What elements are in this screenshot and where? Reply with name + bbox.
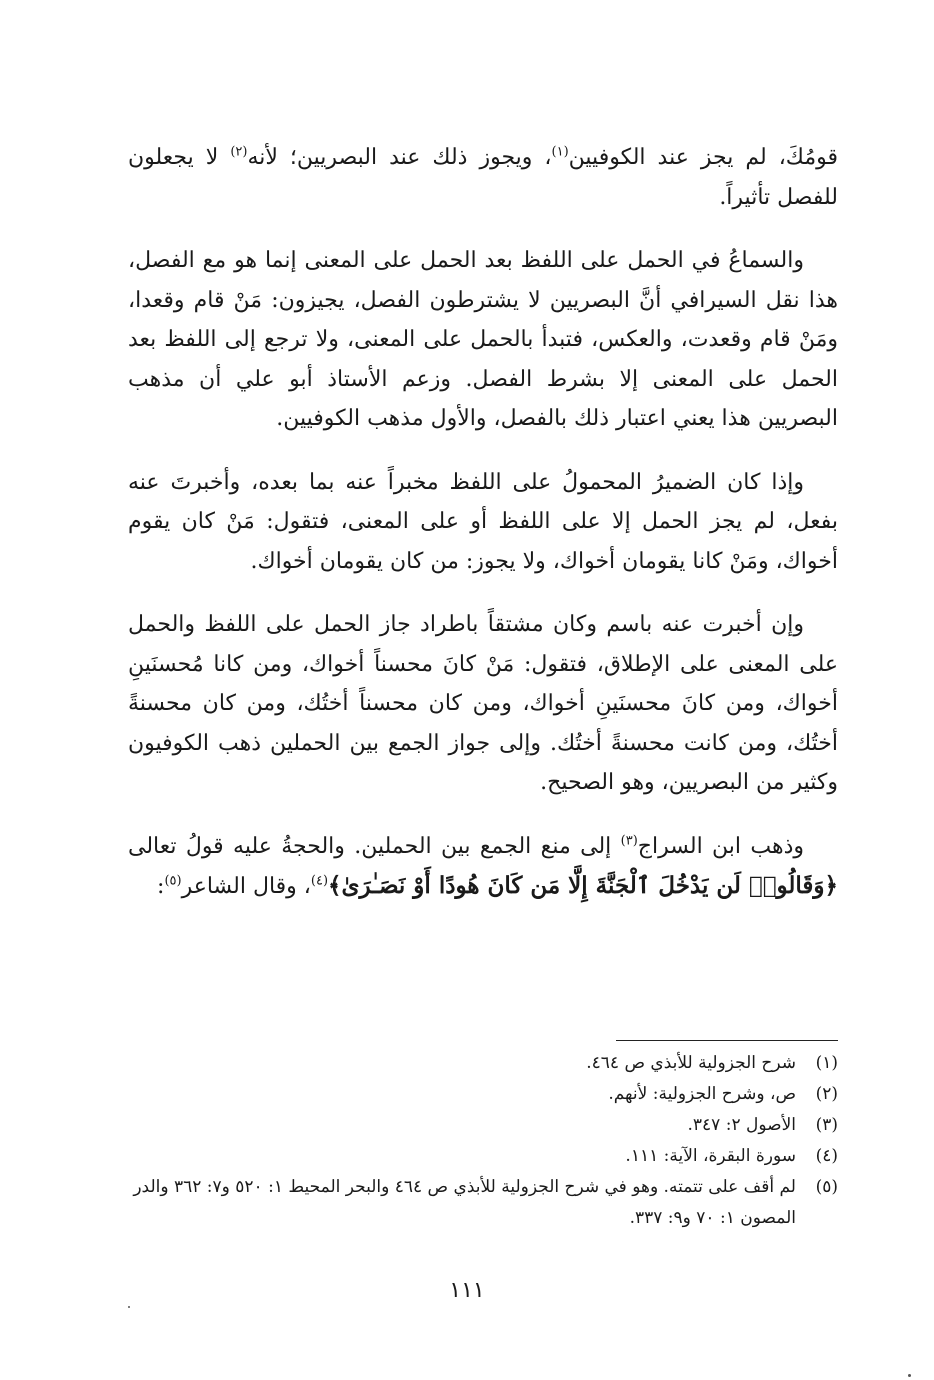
footnote-text: سورة البقرة، الآية: ١١١.	[625, 1146, 796, 1166]
footnote-5	[108, 1172, 838, 1234]
quran-verse: ﴿وَقَالُوا۟ لَن يَدْخُلَ ٱلْجَنَّةَ إِلَّا مَن كَانَ هُودًا أَوْ نَصَـٰرَىٰ﴾	[328, 872, 838, 899]
footnote-ref-4[interactable]: (٤)	[310, 873, 329, 889]
footnote-text: لم أقف على تتمته. وهو في شرح الجزولية للأبذي ص ٤٦٤ والبحر المحيط ١: ٥٢٠ و٧: ٣٦٢ والدر المصون ١: ٧٠ و٩: ٣٣٧.	[133, 1177, 796, 1228]
main-text	[128, 138, 838, 907]
paragraph-4: وإن أخبرت عنه باسم وكان مشتقاً باطراد جاز الحمل على اللفظ والحمل على المعنى على الإطلاق، فتقول: مَنْ كانَ محسناً أخواك، ومن كانا مُحسنَينِ أخواك، ومن كانَ محسنَينِ أخواك، ومن كان محسناً أختُك، ومن كان محسنةً أختُك، ومن كانت محسنةً أختُك. وإلى جواز الجمع بين الحملين ذهب الكوفيون وكثير من البصريين، وهو الصحيح.	[128, 612, 838, 795]
scan-speck-dot	[128, 1306, 130, 1308]
paragraph-5-text-b: إلى منع الجمع بين الحملين. والحجةُ عليه قولُ تعالى	[128, 833, 621, 859]
footnote-number: (٢)	[815, 1084, 838, 1104]
footnote-ref-3[interactable]: (٣)	[620, 833, 638, 849]
paragraph-5	[128, 827, 838, 907]
footnote-4	[108, 1141, 838, 1172]
footnote-separator	[616, 1040, 838, 1041]
footnote-text: ص، وشرح الجزولية: لأنهم.	[608, 1084, 796, 1104]
paragraph-5-text-a: وذهب ابن السراج	[637, 833, 804, 859]
paragraph-5-text-d: :	[157, 874, 165, 899]
paragraph-3: وإذا كان الضميرُ المحمولُ على اللفظ مخبراً عنه بما بعده، وأخبرتَ عنه بفعل، لم يجز الحمل إلا على اللفظ أو على المعنى، فتقول: مَنْ كان يقوم أخواك، ومَنْ كانا يقومان أخواك، ولا يجوز: من كان يقومان أخواك.	[128, 469, 838, 574]
scan-speck-dot	[908, 1374, 911, 1377]
footnote-text: الأصول ٢: ٣٤٧.	[687, 1115, 796, 1135]
paragraph-5-text-c: ، وقال الشاعر	[181, 874, 311, 899]
paragraph-2: والسماعُ في الحمل على اللفظ بعد الحمل على المعنى إنما هو مع الفصل، هذا نقل السيرافي أنَّ البصريين لا يشترطون الفصل، يجيزون: مَنْ قام وقعدا، ومَنْ قام وقعدت، والعكس، فتبدأ بالحمل على المعنى، ولا ترجع إلى اللفظ بعد الحمل على المعنى إلا بشرط الفصل. وزعم الأستاذ أبو علي أن مذهب البصريين هذا يعني اعتبار ذلك بالفصل، والأول مذهب الكوفيين.	[128, 248, 838, 431]
paragraph-1-text-c: لا يجعلون للفصل تأثيراً.	[128, 145, 838, 210]
paragraph-1-text-a: قومُكَ، لم يجز عند الكوفيين	[568, 145, 839, 170]
footnote-1	[108, 1048, 838, 1079]
footnote-number: (١)	[815, 1053, 838, 1073]
footnote-number: (٣)	[815, 1115, 838, 1135]
footnote-number: (٤)	[815, 1146, 838, 1166]
paragraph-1-text-b: ، ويجوز ذلك عند البصريين؛ لأنه	[247, 145, 552, 170]
page-number: ١١١	[449, 1278, 485, 1303]
footnote-3	[108, 1110, 838, 1141]
paragraph-1	[128, 138, 838, 217]
footnote-ref-2[interactable]: (٢)	[230, 144, 248, 160]
footnote-number: (٥)	[815, 1177, 838, 1197]
footnotes	[108, 1048, 838, 1234]
footnote-ref-1[interactable]: (١)	[551, 144, 569, 160]
footnote-ref-5[interactable]: (٥)	[164, 873, 182, 889]
footnote-text: شرح الجزولية للأبذي ص ٤٦٤.	[586, 1053, 796, 1073]
footnote-2	[108, 1079, 838, 1110]
